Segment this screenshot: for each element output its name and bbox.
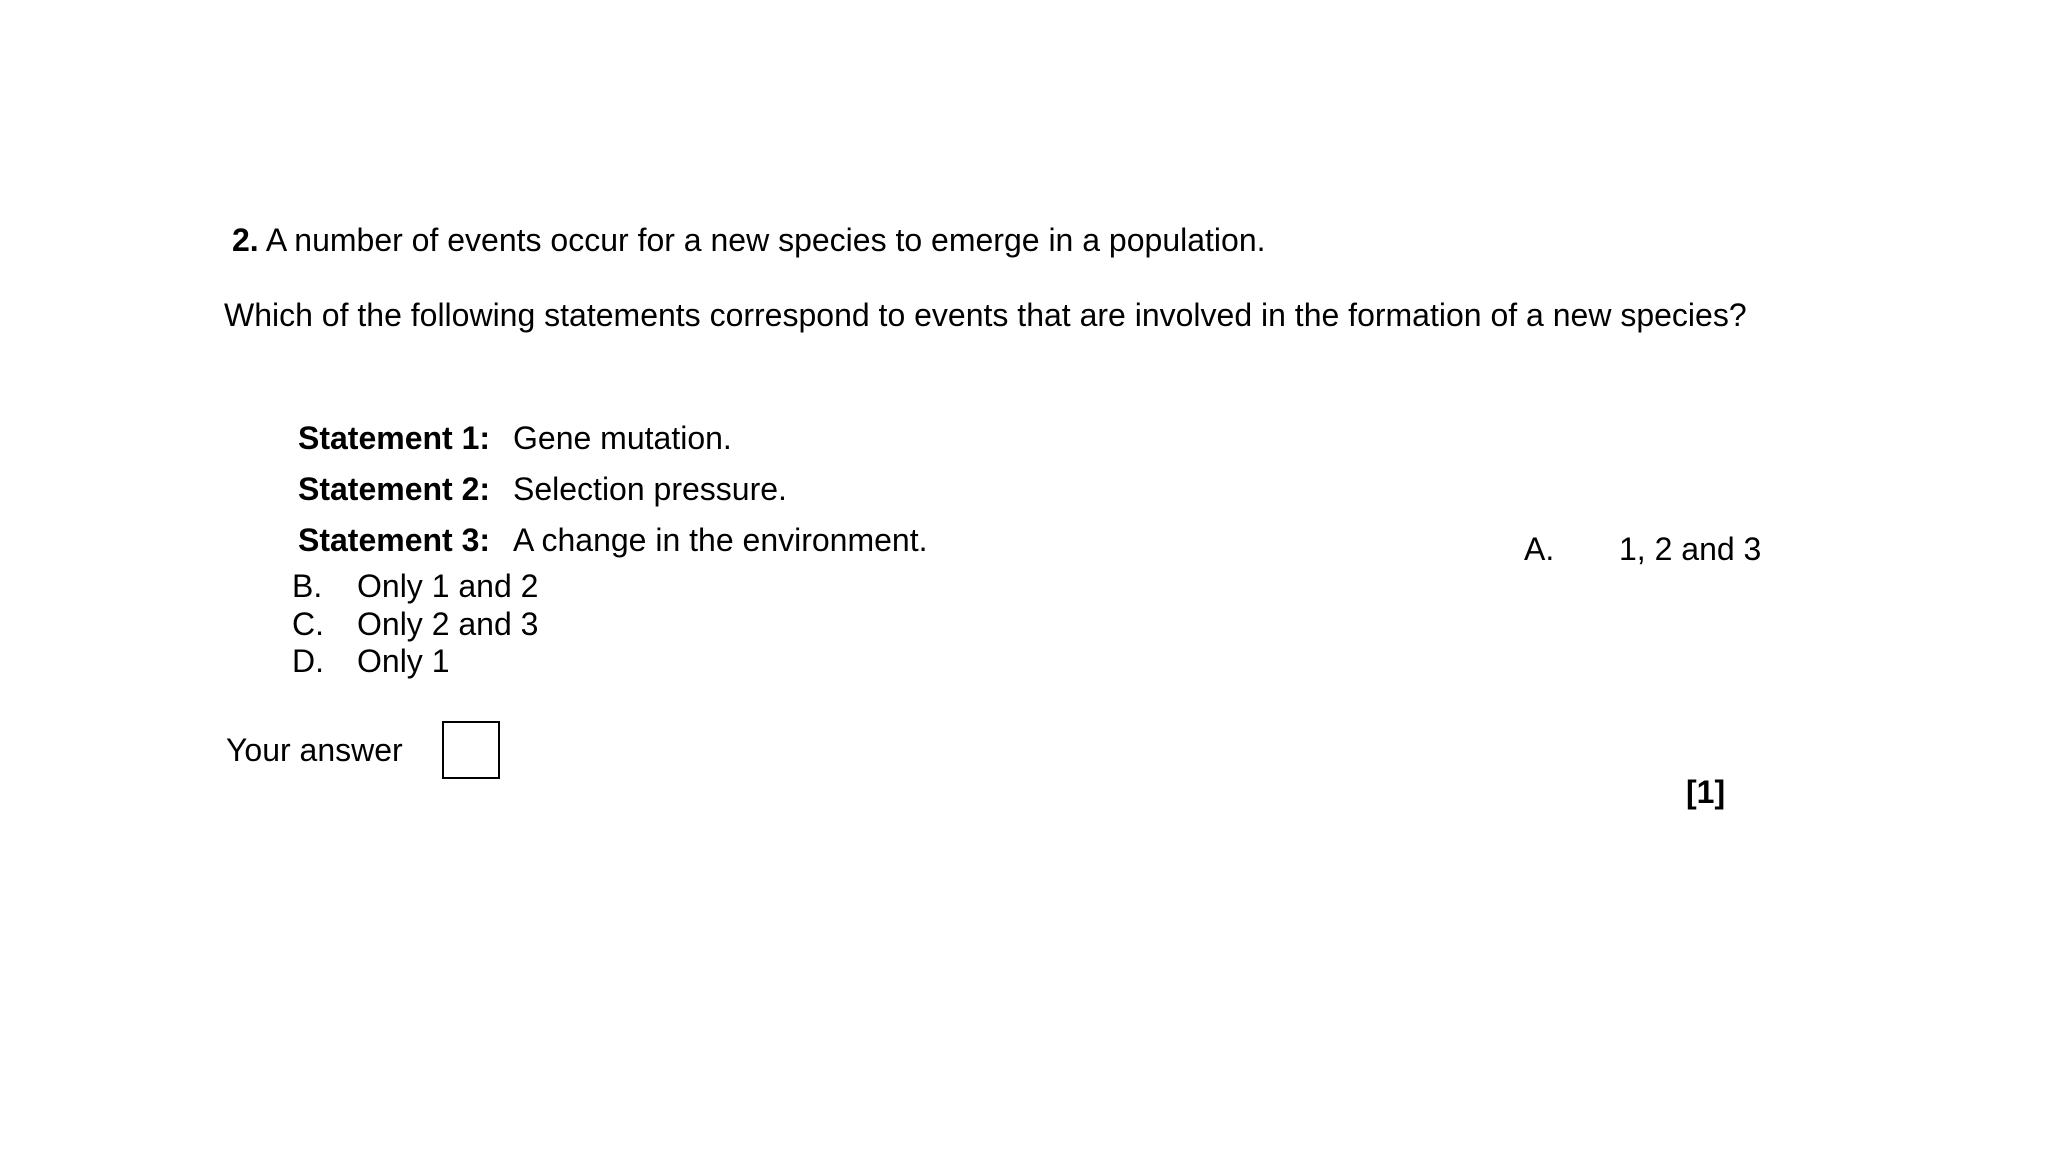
option-c-letter: C.	[292, 606, 324, 642]
option-a-text: 1, 2 and 3	[1619, 531, 1762, 567]
statement-1-text: Gene mutation.	[513, 420, 732, 456]
statement-1-label: Statement 1:	[298, 420, 491, 456]
statement-3-text: A change in the environment.	[513, 522, 928, 558]
statement-2-label: Statement 2:	[298, 471, 491, 507]
question-intro-line	[232, 224, 1266, 256]
answer-box[interactable]	[442, 721, 500, 779]
statement-2-text: Selection pressure.	[513, 471, 787, 507]
question-intro: A number of events occur for a new species to emerge in a population.	[265, 222, 1266, 258]
option-b-text: Only 1 and 2	[357, 568, 539, 604]
marks-indicator: [1]	[1686, 774, 1726, 810]
option-d-text: Only 1	[357, 643, 450, 679]
statement-3-label: Statement 3:	[298, 522, 491, 558]
question-number: 2.	[232, 222, 259, 258]
option-a-letter: A.	[1524, 531, 1555, 567]
question-prompt: Which of the following statements correspond to events that are involved in the formation of a new species?	[224, 297, 1747, 333]
option-d-letter: D.	[292, 643, 324, 679]
option-c-text: Only 2 and 3	[357, 606, 539, 642]
option-b-letter: B.	[292, 568, 323, 604]
answer-label: Your answer	[226, 732, 403, 768]
